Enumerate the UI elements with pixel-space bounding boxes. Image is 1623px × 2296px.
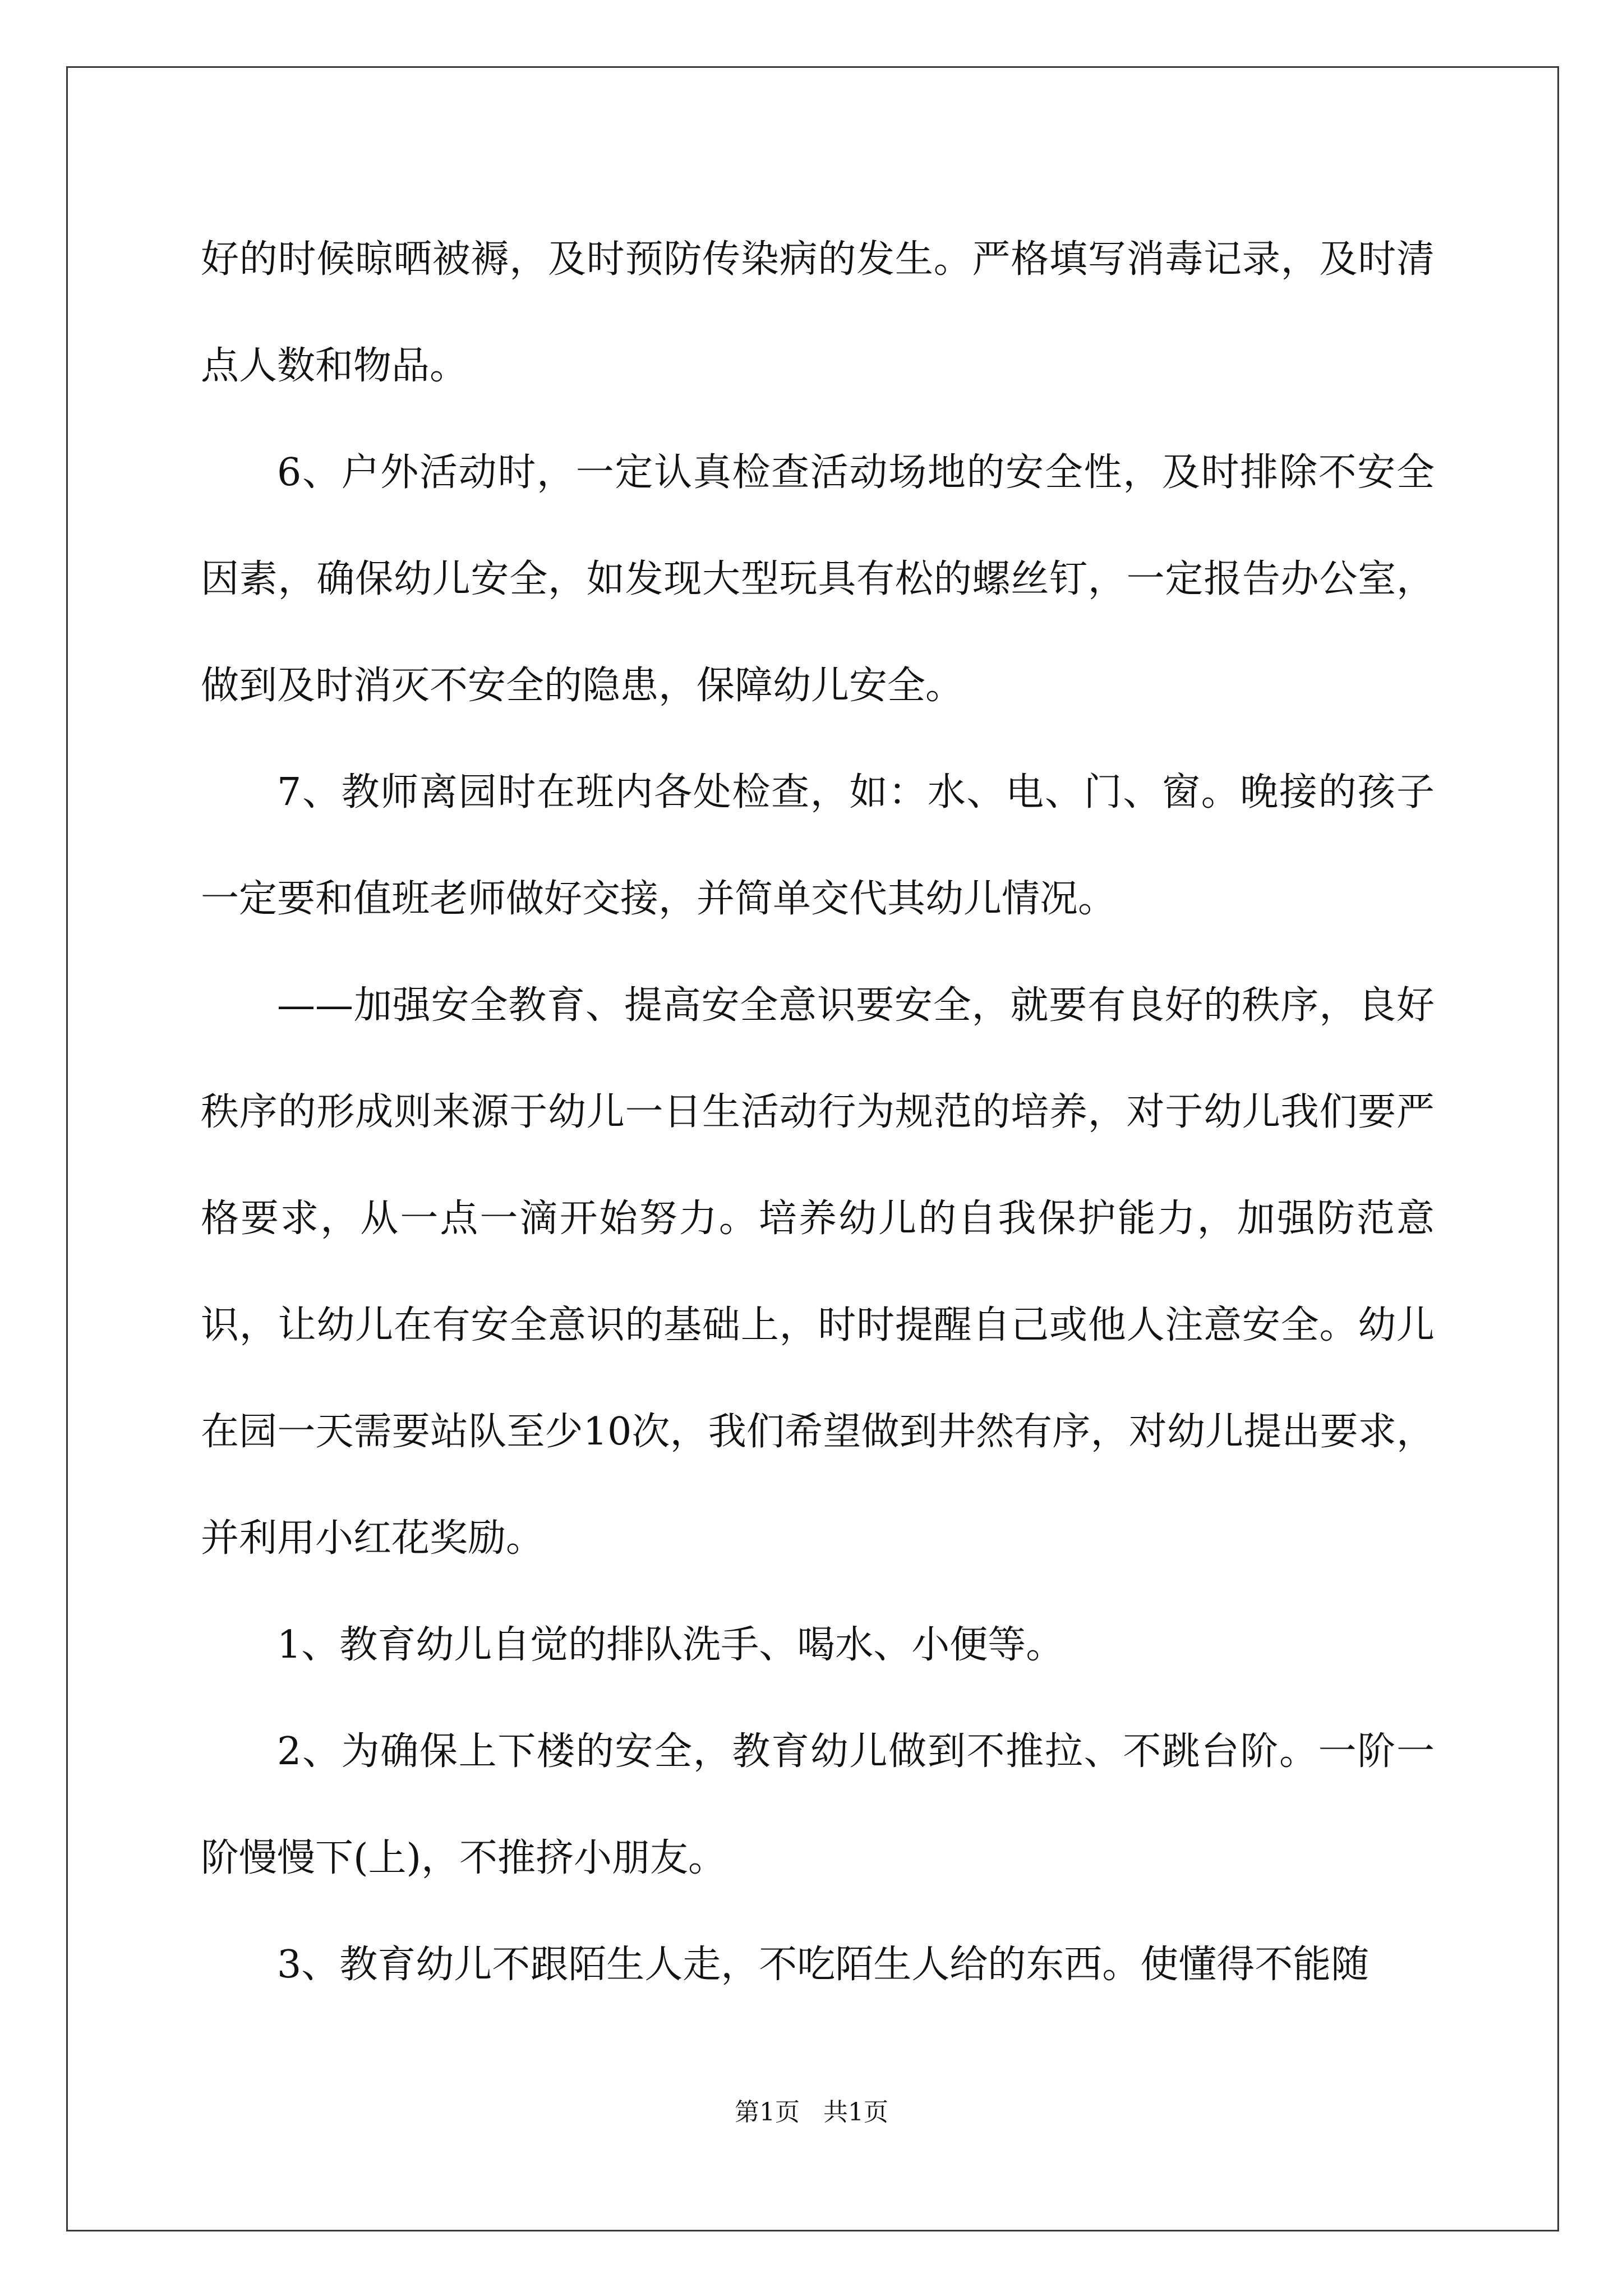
page-footer	[0, 2096, 1623, 2129]
paragraph: 7、教师离园时在班内各处检查，如：水、电、门、窗。晚接的孩子一定要和值班老师做好交接，并简单交代其幼儿情况。	[201, 770, 1435, 921]
paragraph: 好的时候晾晒被褥，及时预防传染病的发生。严格填写消毒记录，及时清点人数和物品。	[201, 237, 1435, 388]
page-number-current: 第1页	[735, 2098, 800, 2127]
paragraph: 6、户外活动时，一定认真检查活动场地的安全性，及时排除不安全因素，确保幼儿安全，如发现大型玩具有松的螺丝钉，一定报告办公室，做到及时消灭不安全的隐患，保障幼儿安全。	[201, 450, 1435, 708]
paragraph: 2、为确保上下楼的安全，教育幼儿做到不推拉、不跳台阶。一阶一阶慢慢下(上)，不推挤小朋友。	[201, 1729, 1435, 1880]
paragraph: 1、教育幼儿自觉的排队洗手、喝水、小便等。	[277, 1623, 1064, 1667]
paragraph: 3、教育幼儿不跟陌生人走，不吃陌生人给的东西。使懂得不能随	[277, 1943, 1370, 1987]
page-number-total: 共1页	[823, 2098, 888, 2127]
document-body	[201, 206, 1435, 2018]
paragraph: ——加强安全教育、提高安全意识要安全，就要有良好的秩序，良好秩序的形成则来源于幼儿一日生活动行为规范的培养，对于幼儿我们要严格要求，从一点一滴开始努力。培养幼儿的自我保护能力，加强防范意识，让幼儿在有安全意识的基础上，时时提醒自己或他人注意安全。幼儿在园一天需要站队至少10次，我们希望做到井然有序，对幼儿提出要求，并利用小红花奖励。	[201, 983, 1435, 1561]
